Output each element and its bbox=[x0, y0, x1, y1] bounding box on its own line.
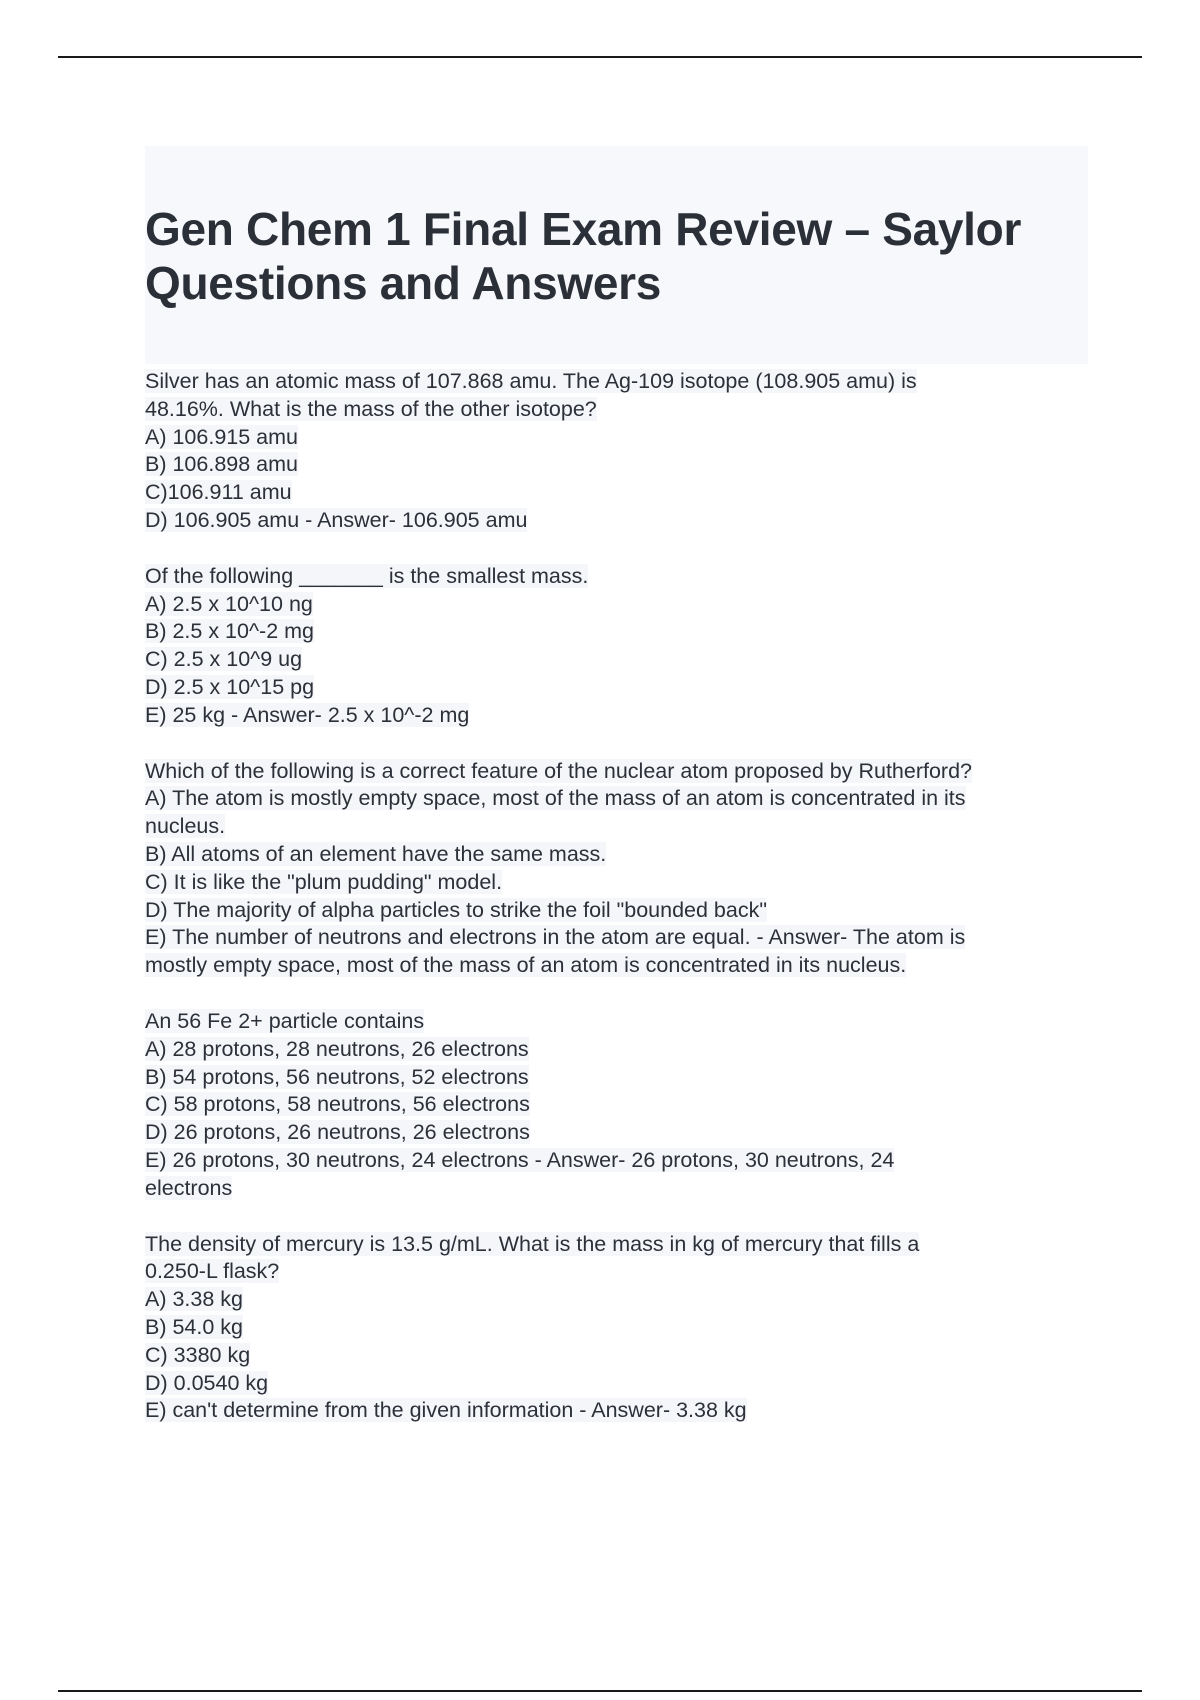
option-d: D) 2.5 x 10^15 pg bbox=[145, 674, 315, 699]
question-block-5 bbox=[145, 1231, 1085, 1426]
bottom-divider bbox=[58, 1690, 1142, 1692]
option-a: A) 28 protons, 28 neutrons, 26 electrons bbox=[145, 1036, 529, 1061]
option-c: C) 58 protons, 58 neutrons, 56 electrons bbox=[145, 1092, 530, 1117]
option-d-answer: D) 106.905 amu - Answer- 106.905 amu bbox=[145, 507, 528, 532]
option-a: A) 106.915 amu bbox=[145, 424, 298, 449]
title-line-2: Questions and Answers bbox=[145, 257, 662, 309]
option-c: C)106.911 amu bbox=[145, 480, 292, 505]
top-divider bbox=[58, 56, 1142, 58]
questions-list bbox=[145, 368, 1085, 1453]
question-text-continued: 0.250-L flask? bbox=[145, 1259, 280, 1284]
option-a-continued: nucleus. bbox=[145, 814, 226, 839]
option-d: D) 26 protons, 26 neutrons, 26 electrons bbox=[145, 1120, 530, 1145]
option-b: B) 106.898 amu bbox=[145, 452, 298, 477]
option-d: D) 0.0540 kg bbox=[145, 1370, 269, 1395]
question-text: Of the following _______ is the smallest mass. bbox=[145, 563, 589, 588]
question-block-4 bbox=[145, 1008, 1085, 1203]
option-e-answer: E) 26 protons, 30 neutrons, 24 electrons - Answer- 26 protons, 30 neutrons, 24 bbox=[145, 1147, 895, 1172]
question-text: 48.16%. What is the mass of the other isotope? bbox=[145, 396, 597, 421]
option-a: A) The atom is mostly empty space, most of the mass of an atom is concentrated in its bbox=[145, 786, 966, 811]
question-text: The density of mercury is 13.5 g/mL. What is the mass in kg of mercury that fills a bbox=[145, 1231, 920, 1256]
option-b: B) All atoms of an element have the same mass. bbox=[145, 841, 607, 866]
option-e-answer: E) The number of neutrons and electrons in the atom are equal. - Answer- The atom is bbox=[145, 925, 966, 950]
option-b: B) 54.0 kg bbox=[145, 1314, 243, 1339]
option-c: C) 3380 kg bbox=[145, 1342, 251, 1367]
option-a: A) 3.38 kg bbox=[145, 1287, 243, 1312]
option-e-answer: E) can't determine from the given information - Answer- 3.38 kg bbox=[145, 1398, 747, 1423]
document-title bbox=[145, 202, 1021, 310]
option-e-answer: E) 25 kg - Answer- 2.5 x 10^-2 mg bbox=[145, 702, 470, 727]
question-block-2 bbox=[145, 563, 1085, 730]
title-block bbox=[145, 146, 1088, 364]
answer-continued: mostly empty space, most of the mass of an atom is concentrated in its nucleus. bbox=[145, 953, 907, 978]
title-line-1: Gen Chem 1 Final Exam Review – Saylor bbox=[145, 203, 1022, 255]
answer-continued: electrons bbox=[145, 1175, 233, 1200]
question-text: Silver has an atomic mass of 107.868 amu. The Ag-109 isotope (108.905 amu) is bbox=[145, 369, 917, 393]
option-b: B) 2.5 x 10^-2 mg bbox=[145, 619, 315, 644]
question-text: An 56 Fe 2+ particle contains bbox=[145, 1008, 425, 1033]
option-b: B) 54 protons, 56 neutrons, 52 electrons bbox=[145, 1064, 529, 1089]
option-c: C) 2.5 x 10^9 ug bbox=[145, 647, 303, 672]
option-a: A) 2.5 x 10^10 ng bbox=[145, 591, 313, 616]
option-d: D) The majority of alpha particles to strike the foil "bounded back" bbox=[145, 897, 767, 922]
question-block-3 bbox=[145, 758, 1085, 980]
question-block-1 bbox=[145, 368, 1085, 535]
question-text: Which of the following is a correct feature of the nuclear atom proposed by Rutherford? bbox=[145, 758, 972, 783]
option-c: C) It is like the "plum pudding" model. bbox=[145, 869, 503, 894]
